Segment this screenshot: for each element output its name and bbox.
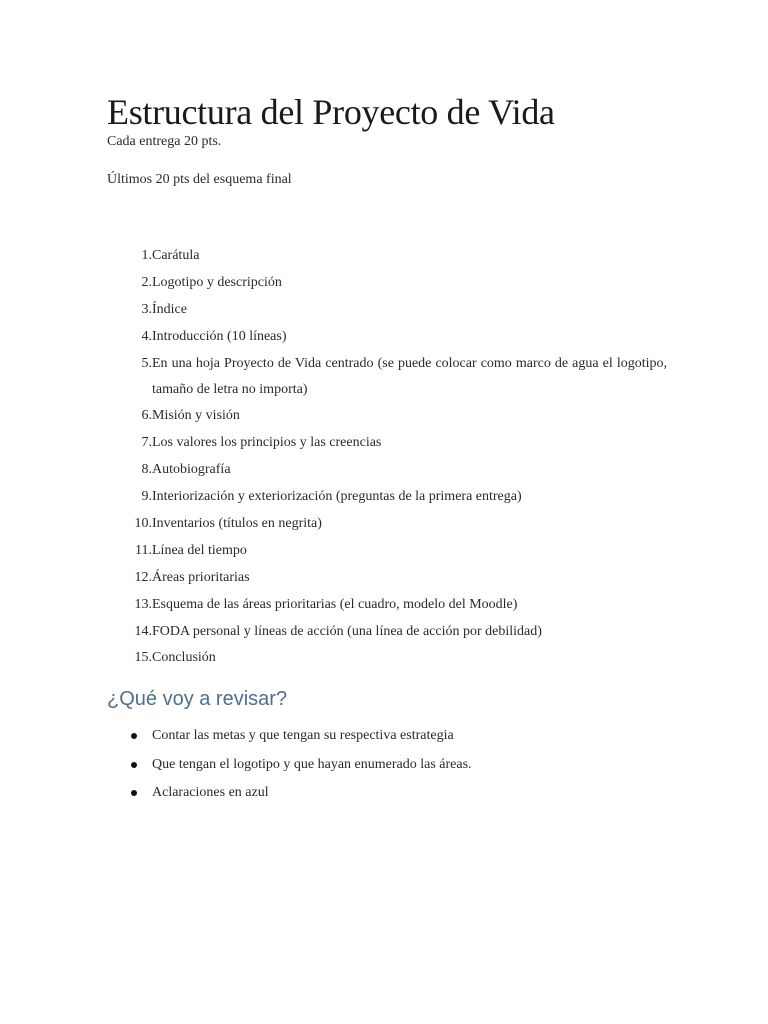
list-item-text: Interiorización y exteriorización (preguntas de la primera entrega) (152, 489, 522, 505)
list-item-text: Línea del tiempo (152, 542, 247, 558)
list-item (107, 484, 667, 510)
bullet-item-text: Contar las metas y que tengan su respectiva estrategia (152, 728, 454, 743)
bullet-icon (107, 722, 152, 751)
list-item-text: Autobiografía (152, 462, 231, 478)
list-item (107, 457, 667, 483)
list-number: 3. (141, 301, 152, 317)
bullet-item (107, 722, 667, 751)
review-bullet-list (107, 722, 667, 808)
structure-list (107, 243, 667, 672)
list-item-text: Introducción (10 líneas) (152, 328, 287, 344)
list-item-text: Conclusión (152, 650, 216, 666)
points-per-delivery: Cada entrega 20 pts. (107, 134, 222, 149)
review-section-heading: ¿Qué voy a revisar? (107, 688, 288, 710)
bullet-item-text: Que tengan el logotipo y que hayan enumerado las áreas. (152, 756, 472, 772)
bullet-item (107, 779, 667, 808)
list-item-text: Los valores los principios y las creencias (152, 435, 382, 451)
list-number: 6. (141, 408, 152, 424)
list-number: 13. (134, 596, 152, 612)
list-number: 14. (134, 623, 152, 639)
list-item-text: Inventarios (títulos en negrita) (152, 516, 322, 532)
list-item (107, 270, 667, 296)
bullet-item (107, 751, 667, 780)
list-item (107, 538, 667, 564)
list-number: 15. (134, 650, 152, 666)
list-number: 12. (134, 569, 152, 585)
list-item-text: Índice (152, 301, 187, 317)
bullet-item-text: Aclaraciones en azul (152, 785, 269, 800)
list-number: 2. (141, 274, 152, 290)
document-title: Estructura del Proyecto de Vida (107, 92, 555, 132)
list-number: 1. (141, 248, 152, 263)
list-item (107, 592, 667, 618)
list-number: 7. (141, 435, 152, 451)
list-item (107, 243, 667, 269)
list-item (107, 430, 667, 456)
list-number: 5. (141, 355, 152, 371)
list-number: 9. (141, 489, 152, 505)
list-item-text: FODA personal y líneas de acción (una línea de acción por debilidad) (152, 623, 542, 639)
list-item-text: Áreas prioritarias (152, 569, 250, 585)
list-item-text: Logotipo y descripción (152, 274, 282, 290)
list-item (107, 403, 667, 429)
list-item (107, 645, 667, 671)
list-number: 10. (134, 516, 152, 532)
list-item-text: Carátula (152, 248, 200, 263)
list-number: 4. (141, 328, 152, 344)
bullet-icon (107, 779, 152, 808)
list-item (107, 351, 667, 403)
list-item-text: Esquema de las áreas prioritarias (el cuadro, modelo del Moodle) (152, 596, 518, 612)
list-item (107, 619, 667, 645)
list-item (107, 511, 667, 537)
list-number: 11. (135, 542, 152, 558)
list-item-text: En una hoja Proyecto de Vida centrado (se puede colocar como marco de agua el logotipo, tamaño de letra no importa) (152, 355, 667, 397)
bullet-icon (107, 751, 152, 780)
list-item (107, 565, 667, 591)
final-points-note: Últimos 20 pts del esquema final (107, 172, 292, 187)
list-number: 8. (141, 462, 152, 478)
list-item (107, 297, 667, 323)
list-item-text: Misión y visión (152, 408, 240, 424)
list-item (107, 324, 667, 350)
